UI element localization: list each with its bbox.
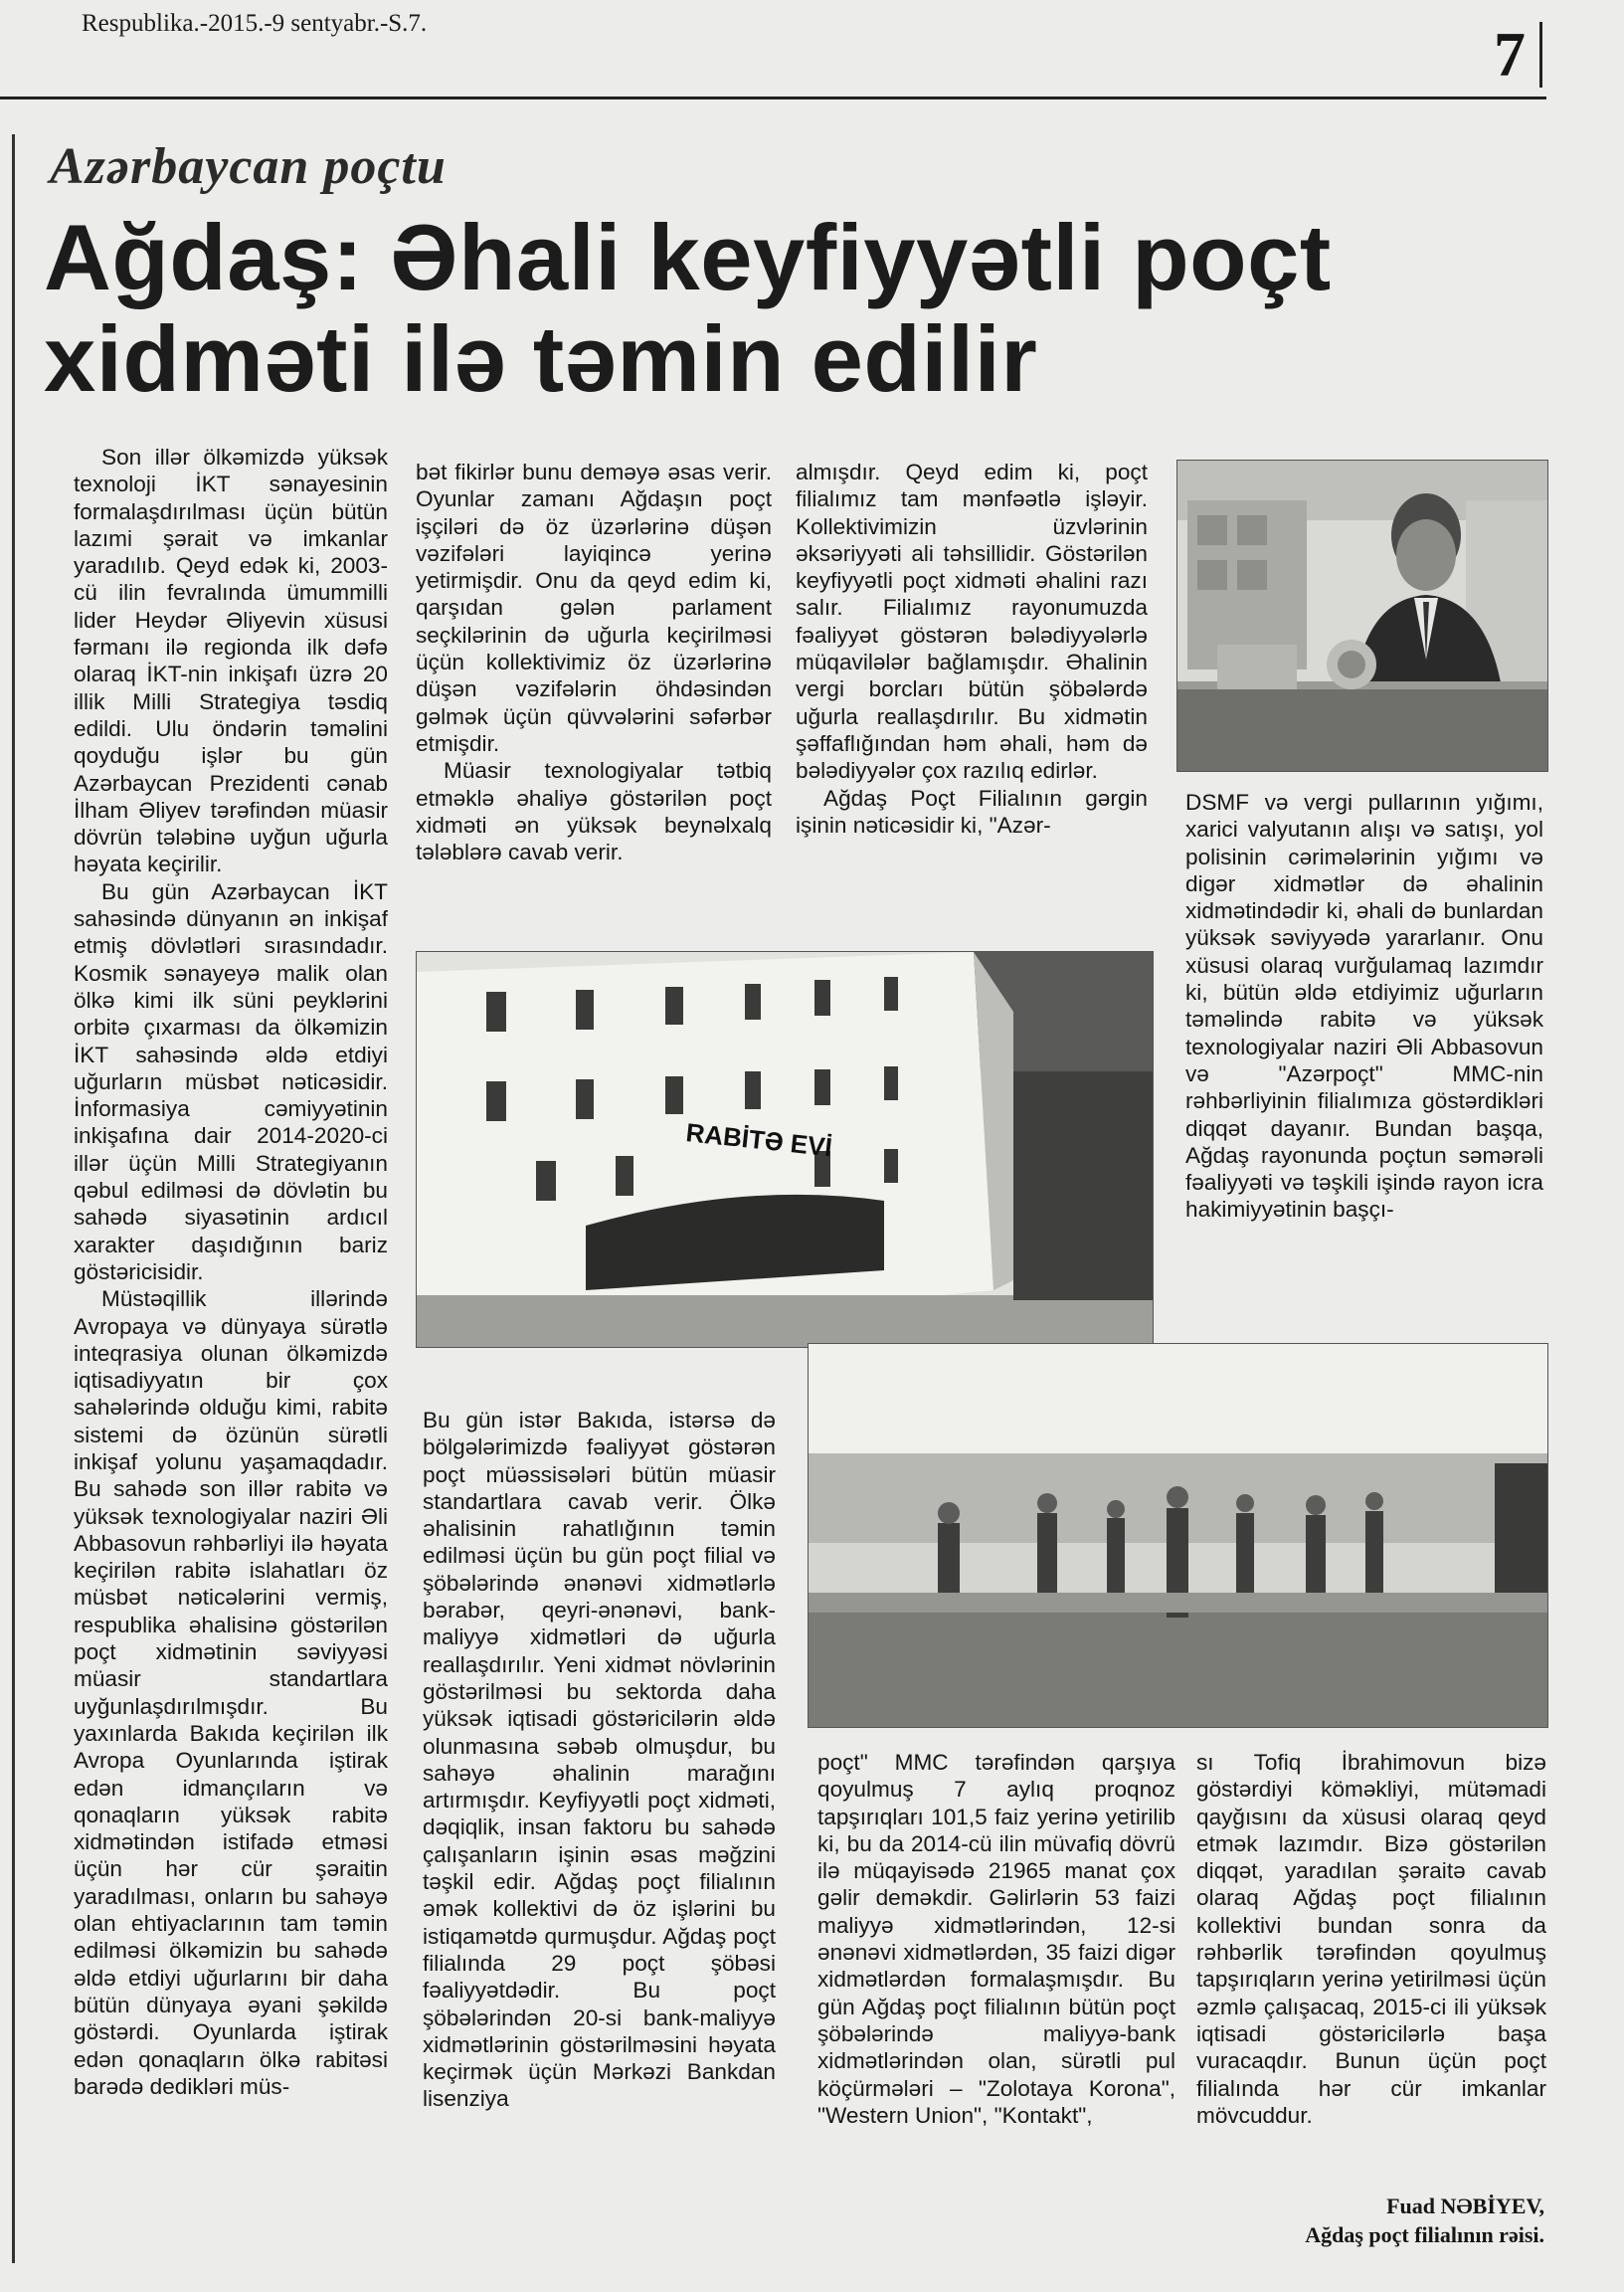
headline [44,207,1535,410]
column-3-bottom [817,1749,1175,2251]
column-4-bottom [1196,1749,1546,2187]
col1-paragraph-1: Son illər ölkəmizdə yüksək texnoloji İKT sənayesinin formalaşdırılması üçün bütün lazımi şərait və imkanlar yaradılıb. Qeyd edək ki, 2003-cü ilin fevralında ümummilli lider Heydər Əliyevin xüsusi fərmanı ilə regionda ilk dəfə olaraq İKT-nin inkişafı üzrə 20 illik Milli Strategiya təsdiq edildi. Ulu öndərin təməlini qoyduğu işlər bu gün Azərbaycan Prezidenti cənab İlham Əliyev tərəfindən müasir dövrün tələbinə uyğun uğurla həyata keçirilir. [74,445,388,877]
column-4-middle [1185,789,1543,1314]
photo-director [1176,460,1548,772]
column-2-bottom [423,1407,776,2257]
building-sign-text: RABİTƏ EVİ [684,1117,834,1163]
col2-top-paragraph-2: Müasir texnologiyalar tətbiq etməklə əhaliyə göstərilən poçt xidməti ən yüksək beynəlxalq tələblərə cavab verir. [416,758,772,865]
col1-paragraph-3: Müstəqillik illərində Avropaya və dünyaya sürətlə inteqrasiya olunan ölkəmizdə iqtisadiyyatın bir çox sahələrində olduğu kimi, rabitə sistemi də özünün sürətli inkişaf yolunu yaşamaqdadır. Bu sahədə son illər rabitə və yüksək texnologiyalar naziri Əli Abbasovun rəhbərliyi ilə həyata keçirilən rabitə islahatları öz müsbət nəticələrini vermiş, respublika əhalisinə göstərilən poçt xidmətinin səviyyəsi müasir standartlara uyğunlaşdırılmışdır. Bu yaxınlarda Bakıda keçirilən ilk Avropa Oyunlarında iştirak edən idmançıların və qonaqların yüksək rabitə xidmətindən istifadə etməsi üçün hər cür şəraitin yaradılması, onların bu sahəyə olan ehtiyaclarının tam təmin edilməsi ölkəmizin bu sahədə əldə etdiyi uğurlarını bir daha bütün dünyaya əyani şəkildə göstərdi. Oyunlarda iştirak edən qonaqların ölkə rabitəsi barədə dedikləri müs- [74,1286,388,2099]
column-3-top [796,459,1148,931]
col3-top-paragraph-2: Ağdaş Poçt Filialının gərgin işinin nəticəsidir ki, "Azər- [796,785,1148,838]
header-rule [0,96,1546,99]
page-number: 7 [1480,22,1542,88]
col3-top-paragraph-1: almışdır. Qeyd edim ki, poçt filialımız tam mənfəətlə işləyir. Kollektivimizin üzvlərinin əksəriyyəti ali təhsillidir. Göstərilən keyfiyyətli poçt xidməti əhalini razı salır. Filialımız rayonumuzda fəaliyyət göstərən bələdiyyələrlə müqavilələr bağlamışdır. Əhalinin vergi borcları bütün şöbələrdə uğurla reallaşdırılır. Bu xidmətin şəffaflığından həm əhali, həm də bələdiyyələr çox razılıq edirlər. [796,460,1148,784]
column-1 [74,444,388,2254]
photo-interior-image [809,1344,1547,1727]
col2-bottom-paragraph-1: Bu gün istər Bakıda, istərsə də bölgələrimizdə fəaliyyət göstərən poçt müəssisələri bütün müasir standartlara cavab verir. Ölkə əhalisinin rahatlığının təmin edilməsi üçün bu gün poçt filial və şöbələrində ənənəvi xidmətlərlə bərabər, qeyri-ənənəvi, bank-maliyyə xidmətləri də uğurla reallaşdırılır. Yeni xidmət növlərinin göstərilməsi bu sektorda daha yüksək iqtisadi göstəricilərin əldə olunmasına səbəb olmuşdur, bu sahəyə əhalinin marağını artırmışdır. Keyfiyyətli poçt xidməti, dəqiqlik, insan faktoru bu sahədə çalışanların işinin əsas məğzini təşkil edir. Ağdaş poçt filialının əmək kollektivi də öz işlərini bu istiqamətdə qurmuşdur. Ağdaş poçt filialında 29 poçt şöbəsi fəaliyyətdədir. Bu poçt şöbələrindən 20-si bank-maliyyə xidmətlərinin göstərilməsini həyata keçirmək üçün Mərkəzi Bankdan lisenziya [423,1408,776,2112]
photo-interior [808,1343,1548,1728]
headline-line-2: xidməti ilə təmin edilir [44,306,1038,411]
author-title: Ağdaş poçt filialının rəisi. [1305,2222,1544,2247]
col3-bottom-paragraph-1: poçt" MMC tərəfindən qarşıya qoyulmuş 7 aylıq proqnoz tapşırıqları 101,5 faiz yerinə yetirilib ki, bu da 2014-cü ilin müvafiq dövrü ilə müqayisədə 21965 manat çox gəlir deməkdir. Gəlirlərin 53 faizi maliyyə xidmətlərindən, 12-si ənənəvi xidmətlərdən, 35 faizi digər xidmətlərdən formalaşmışdır. Bu gün Ağdaş poçt filialının bütün poçt şöbələrində maliyyə-bank xidmətlərindən olan, sürətli pul köçürmələri – "Zolotaya Korona", "Western Union", "Kontakt", [817,1750,1175,2128]
left-rule [12,134,15,2263]
author-name: Fuad NƏBİYEV, [1386,2194,1544,2218]
source-citation: Respublika.-2015.-9 sentyabr.-S.7. [82,10,428,37]
photo-building [416,951,1154,1348]
col4-bottom-paragraph-1: sı Tofiq İbrahimovun bizə göstərdiyi köməkliyi, mütəmadi qayğısını da xüsusi olaraq qeyd etmək lazımdır. Bizə göstərilən diqqət, yaradılan şəraitə cavab olaraq Ağdaş poçt filialının kollektivi bundan sonra da rəhbərlik tərəfindən qoyulmuş tapşırıqların yerinə yetirilməsi üçün əzmlə çalışacaq, 2015-ci ili yüksək iqtisadi göstəricilərlə başa vuracaqdır. Bunun üçün poçt filialında hər cür imkanlar mövcuddur. [1196,1750,1546,2128]
col1-paragraph-2: Bu gün Azərbaycan İKT sahəsində dünyanın ən inkişaf etmiş dövlətləri sırasındadır. Kosmik sənayeyə malik olan ölkə kimi ilk süni peyklərini orbitə çıxarması da ölkəmizin İKT sahəsində əldə etdiyi uğurların müsbət nəticəsidir. İnformasiya cəmiyyətinin inkişafına dair 2014-2020-ci illər üçün Milli Strategiyanın qəbul edilməsi də dövlətin bu sahədə siyasətinin ardıcıl xarakter daşıdığının bariz göstəricisidir. [74,878,388,1284]
headline-line-1: Ağdaş: Əhali keyfiyyətli poçt [44,205,1332,309]
photo-director-image [1177,461,1547,771]
col4-mid-paragraph-1: DSMF və vergi pullarının yığımı, xarici valyutanın alışı və satışı, yol polisinin cərimələrinin yığımı və digər xidmətlər də əhalinin xidmətindədir ki, əhali də bunlardan yüksək səviyyədə yararlanır. Onu xüsusi olaraq vurğulamaq lazımdır ki, bütün əldə etdiyimiz uğurların təməlində rabitə və yüksək texnologiyalar naziri Əli Abbasovun və "Azərpoçt" MMC-nin rəhbərliyinin filialımıza göstərdikləri diqqət dayanır. Bundan başqa, Ağdaş rayonunda poçtun səmərəli fəaliyyəti və təşkili işində rayon icra hakimiyyətinin başçı- [1185,790,1543,1223]
column-2-top [416,459,772,931]
col2-top-paragraph-1: bət fikirlər bunu deməyə əsas verir. Oyunlar zamanı Ağdaşın poçt işçiləri də öz üzərlərinə düşən vəzifələri layiqincə yerinə yetirmişdir. Onu da qeyd edim ki, qarşıdan gələn parlament seçkilərinin də uğurla keçirilməsi üçün kollektivimiz öz üzərlərinə düşən vəzifələrin öhdəsindən gəlmək üçün qüvvələrini səfərbər etmişdir. [416,460,772,756]
rubric: Azərbaycan poçtu [50,138,447,195]
photo-building-image [417,952,1153,1347]
